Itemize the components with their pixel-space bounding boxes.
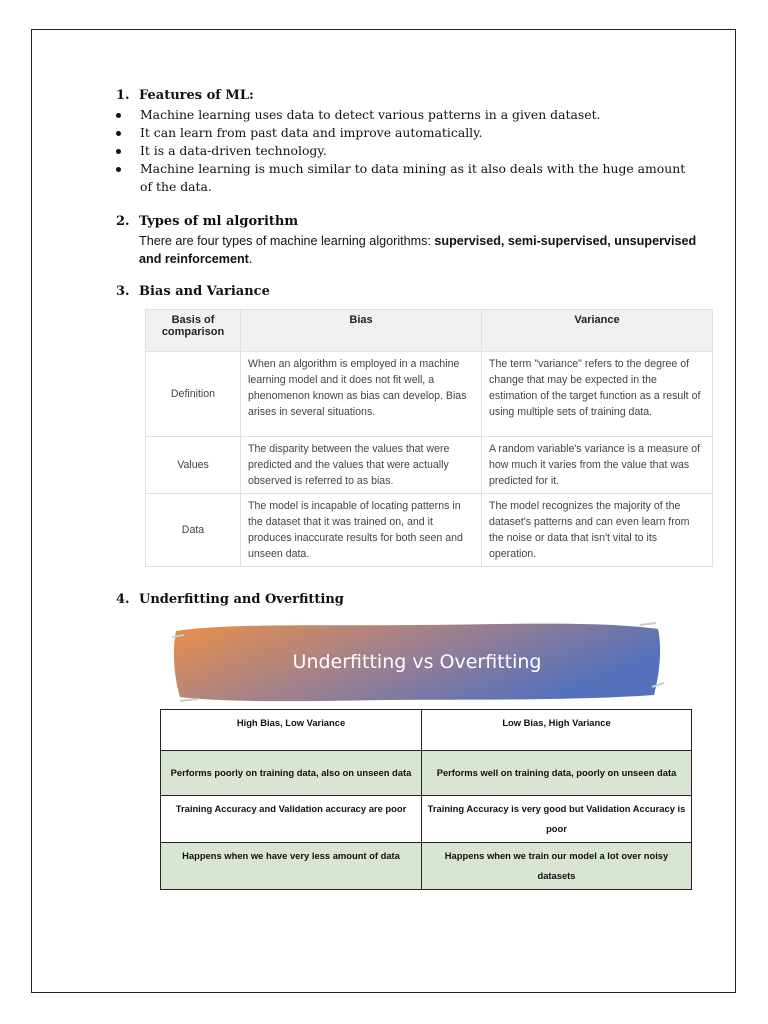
table-row bbox=[161, 843, 692, 890]
table-row bbox=[146, 352, 713, 437]
table-row bbox=[146, 494, 713, 567]
row-label: Definition bbox=[146, 352, 241, 437]
table-cell: A random variable's variance is a measure of how much it varies from the value that was predicted for it. bbox=[482, 437, 713, 494]
table-cell: Training Accuracy and Validation accuracy are poor bbox=[161, 796, 422, 843]
underfitting-overfitting-banner bbox=[170, 617, 664, 707]
table-cell: The model recognizes the majority of the dataset's patterns and can even learn from the noise or data that isn't vital to its operation. bbox=[482, 494, 713, 567]
bias-variance-table bbox=[145, 309, 713, 567]
list-item bbox=[116, 160, 696, 196]
table-cell: The disparity between the values that were predicted and the values that were actually observed is referred to as bias. bbox=[241, 437, 482, 494]
table-row bbox=[161, 751, 692, 796]
list-item bbox=[116, 106, 696, 124]
section-heading-underfitting-overfitting bbox=[116, 592, 344, 607]
table-cell: Training Accuracy is very good but Validation Accuracy is poor bbox=[422, 796, 692, 843]
list-item-text: Machine learning is much similar to data mining as it also deals with the huge amount of the data. bbox=[140, 161, 686, 194]
table-cell: Happens when we have very less amount of data bbox=[161, 843, 422, 890]
list-item bbox=[116, 124, 696, 142]
column-header: Variance bbox=[482, 310, 713, 352]
section-title: Features of ML: bbox=[139, 88, 254, 103]
table-cell: Performs poorly on training data, also on unseen data bbox=[161, 751, 422, 796]
types-paragraph bbox=[139, 232, 699, 268]
table-cell: High Bias, Low Variance bbox=[161, 710, 422, 751]
list-item bbox=[116, 142, 696, 160]
table-cell: The model is incapable of locating patterns in the dataset that it was trained on, and it produces inaccurate results for both seen and unseen data. bbox=[241, 494, 482, 567]
table-row bbox=[161, 710, 692, 751]
list-item-text: It is a data-driven technology. bbox=[140, 143, 327, 158]
table-cell: Performs well on training data, poorly on unseen data bbox=[422, 751, 692, 796]
column-header: Bias bbox=[241, 310, 482, 352]
bullet-icon bbox=[116, 149, 121, 154]
types-list: supervised, semi-supervised, unsupervised and reinforcement bbox=[139, 234, 697, 266]
banner-title: Underfitting vs Overfitting bbox=[292, 651, 542, 673]
table-row bbox=[161, 796, 692, 843]
bullet-icon bbox=[116, 113, 121, 118]
bullet-icon bbox=[116, 131, 121, 136]
section-heading-bias-variance bbox=[116, 284, 270, 299]
row-label: Data bbox=[146, 494, 241, 567]
section-title: Underfitting and Overfitting bbox=[139, 592, 344, 607]
section-number: 2. bbox=[116, 214, 130, 229]
types-intro: There are four types of machine learning algorithms: bbox=[139, 234, 435, 248]
features-list bbox=[116, 106, 696, 196]
section-number: 1. bbox=[116, 88, 130, 103]
bullet-icon bbox=[116, 167, 121, 172]
column-header: Basis of comparison bbox=[146, 310, 241, 352]
table-header-row bbox=[146, 310, 713, 352]
types-end: . bbox=[248, 252, 253, 266]
table-cell: Low Bias, High Variance bbox=[422, 710, 692, 751]
section-title: Types of ml algorithm bbox=[139, 214, 299, 229]
section-number: 3. bbox=[116, 284, 130, 299]
table-cell: The term "variance" refers to the degree of change that may be expected in the estimation of the target function as a result of using multiple sets of training data. bbox=[482, 352, 713, 437]
section-heading-features bbox=[116, 88, 254, 103]
section-number: 4. bbox=[116, 592, 130, 607]
table-cell: Happens when we train our model a lot over noisy datasets bbox=[422, 843, 692, 890]
underfitting-overfitting-table bbox=[160, 709, 692, 890]
list-item-text: Machine learning uses data to detect various patterns in a given dataset. bbox=[140, 107, 601, 122]
section-heading-types bbox=[116, 214, 298, 229]
list-item-text: It can learn from past data and improve automatically. bbox=[140, 125, 483, 140]
table-cell: When an algorithm is employed in a machine learning model and it does not fit well, a phenomenon known as bias can develop. Bias arises in several situations. bbox=[241, 352, 482, 437]
section-title: Bias and Variance bbox=[139, 284, 270, 299]
row-label: Values bbox=[146, 437, 241, 494]
table-row bbox=[146, 437, 713, 494]
